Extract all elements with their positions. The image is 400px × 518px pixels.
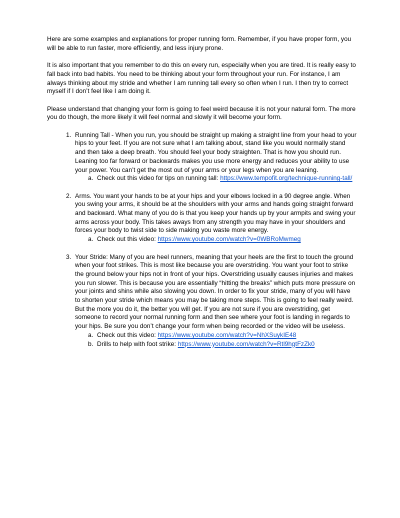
stride-video-link[interactable]: https://www.youtube.com/watch?v=NhXSuykIE48 — [157, 331, 297, 339]
document-body — [47, 36, 357, 358]
list-item-arms — [73, 193, 357, 245]
habits-paragraph: It is also important that you remember to do this on every run, especially when you are tired. It is really easy to fall back into bad habits. You need to be thinking about your form throughout your run. For instance, I am always thinking about my stride and whether I am running tall every so often when I run. I then try to correct myself if I don’t feel like I am doing it. — [47, 62, 356, 96]
sub-list-item — [95, 175, 357, 184]
list-item-stride — [73, 254, 357, 350]
list-item-text: Running Tall - When you run, you should be straight up making a straight line from your head to your hips to your feet. If you are not sure what I am talking about, stand like you would normally stand and then take a deep breath. You should feel your body straighten. That is how you should run. Leaning too far forward or backwards makes you use more energy and reduces your ability to use your power. You can’t get the most out of your arms or your legs when you are leaning. — [75, 131, 357, 174]
sub-list-item — [95, 332, 357, 341]
sub-list — [75, 332, 357, 349]
foot-strike-drills-link[interactable]: https://www.youtube.com/watch?v=Rtl9hgtFzZk0 — [177, 340, 315, 348]
sub-list-item-text: Check out this video for tips on running tall: — [97, 175, 219, 183]
sub-list-item — [95, 236, 357, 245]
list-item-text: Arms. You want your hands to be at your hips and your elbows locked in a 90 degree angle. When you swing your arms, it should be at the shoulders with your arms and hands going straight forward and backward. What many of you do is that you keep your hands up by your armpits and swing your arms across your body. This takes aways from any strength you may have in your shoulders and forces your body to twist side to side making you waste more energy. — [75, 192, 356, 235]
sub-list-item-text: Check out this video: — [97, 236, 156, 244]
intro-paragraph: Here are some examples and explanations for proper running form. Remember, if you have proper form, you will be able to run faster, more efficiently, and less injury prone. — [47, 36, 352, 52]
list-item-text: Your Stride: Many of you are heel runners, meaning that your heels are the first to touch the ground when your foot strikes. This is most like because you are overstriding. You want your foot to strike the ground below your hips not in front of your hips. Overstriding usually causes injuries and makes you run slower. This is because you are essentially “hitting the breaks” which puts more pressure on your joints and shins while also slowing you down. In order to fix your stride, many of you will have to shorten your stride which means you may be taking more steps. This is going to feel really weird. But the more you do it, the better you will get. If you are not sure if you are overstriding, get someone to record your normal running form and then see where your foot is landing in regards to your hips. Be sure you don’t change your form when being recorded or the video will be useless. — [75, 253, 356, 331]
form-tips-list — [47, 132, 357, 350]
sub-list — [75, 175, 357, 184]
change-form-paragraph: Please understand that changing your form is going to feel weird because it is not your natural form. The more you do though, the more likely it will feel normal and slowly it will become your form. — [47, 105, 356, 122]
sub-list — [75, 236, 357, 245]
sub-list-item — [95, 341, 357, 350]
sub-list-item-text: Check out this video: — [97, 331, 156, 339]
list-item-running-tall — [73, 132, 357, 184]
arms-video-link[interactable]: https://www.youtube.com/watch?v=0WBRoMwmeg — [157, 236, 301, 244]
running-tall-video-link[interactable]: https://www.tempofit.org/technique-running-tall/ — [220, 175, 353, 183]
sub-list-item-text: Drills to help with foot strike: — [97, 340, 177, 348]
